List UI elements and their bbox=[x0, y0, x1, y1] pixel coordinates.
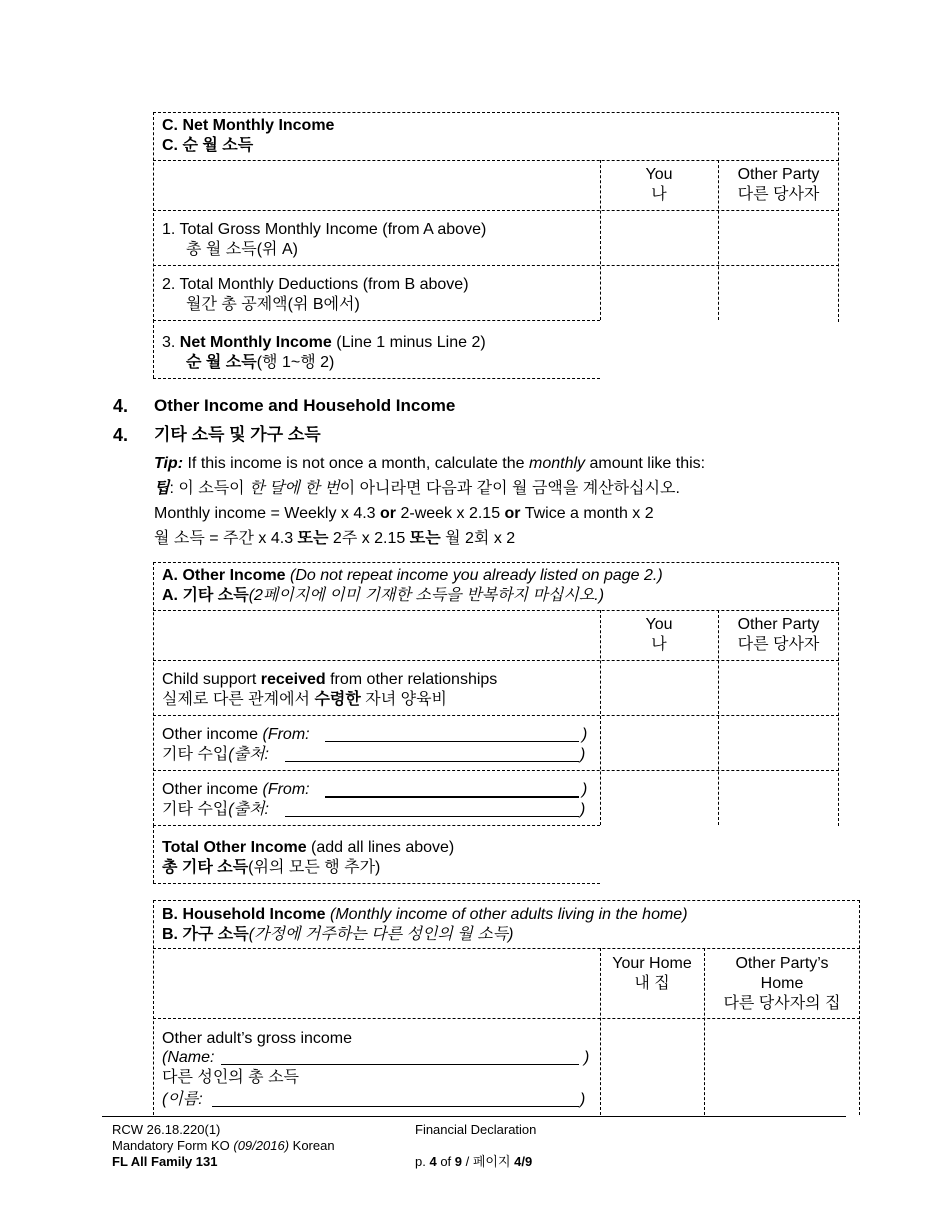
other-income-2-source-en-field[interactable] bbox=[325, 782, 579, 798]
line3-label-ko: 순 월 소득(행 1~행 2) bbox=[186, 354, 335, 371]
other-adult-income-label-ko: 다른 성인의 총 소득 bbox=[162, 1069, 299, 1086]
col-other-party-home-ko: 다른 당사자의 집 bbox=[723, 995, 841, 1012]
other-adult-income-label-en: Other adult’s gross income bbox=[162, 1030, 353, 1047]
line1-label-en: 1. Total Gross Monthly Income (from A above) bbox=[162, 221, 487, 238]
footer-form-id: FL All Family 131 bbox=[112, 1154, 218, 1169]
total-other-income-label-ko: 총 기타 소득(위의 모든 행 추가) bbox=[162, 859, 381, 876]
other-income-2-label-en: Other income (From: bbox=[162, 781, 310, 798]
col-you-ko: 나 bbox=[651, 636, 667, 653]
divider bbox=[153, 825, 154, 883]
other-income-1-other-party-field[interactable] bbox=[719, 716, 838, 770]
divider bbox=[153, 320, 154, 378]
child-support-label-ko: 실제로 다른 관계에서 수령한 자녀 양육비 bbox=[162, 691, 447, 708]
other-adult-name-ko-field[interactable] bbox=[212, 1092, 579, 1107]
formula-en: Monthly income = Weekly x 4.3 or 2-week x 2.15 or Twice a month x 2 bbox=[154, 505, 654, 522]
other-income-2-label-ko: 기타 수입(출처: bbox=[162, 801, 269, 818]
line1-you-field[interactable] bbox=[601, 211, 717, 265]
line2-label-en: 2. Total Monthly Deductions (from B above) bbox=[162, 276, 469, 293]
divider bbox=[153, 320, 600, 321]
section-number-en: 4. bbox=[113, 396, 129, 416]
other-income-2-you-field[interactable] bbox=[601, 771, 717, 825]
line1-other-party-field[interactable] bbox=[719, 211, 838, 265]
household-title-en: B. Household Income (Monthly income of other adults living in the home) bbox=[162, 906, 688, 923]
col-you-en: You bbox=[645, 616, 673, 633]
other-income-1-you-field[interactable] bbox=[601, 716, 717, 770]
net-monthly-title-ko: C. 순 월 소득 bbox=[162, 137, 254, 154]
other-income-2-source-ko-field[interactable] bbox=[285, 802, 579, 817]
total-other-income-label-en: Total Other Income (add all lines above) bbox=[162, 839, 455, 856]
footer-form: Mandatory Form KO (09/2016) Korean bbox=[112, 1138, 335, 1153]
child-support-you-field[interactable] bbox=[601, 661, 717, 715]
other-adult-other-party-home-field[interactable] bbox=[705, 1019, 859, 1114]
close-paren: ) bbox=[584, 1049, 590, 1066]
line1-label-ko: 총 월 소득(위 A) bbox=[186, 241, 298, 258]
line2-you-field[interactable] bbox=[601, 266, 717, 320]
line2-other-party-field[interactable] bbox=[719, 266, 838, 320]
col-other-party-home-en-2: Home bbox=[760, 975, 804, 992]
section-number-ko: 4. bbox=[113, 425, 129, 445]
col-your-home-ko: 내 집 bbox=[634, 975, 670, 992]
other-income-1-source-ko-field[interactable] bbox=[285, 747, 579, 762]
tip-en: Tip: If this income is not once a month, calculate the monthly amount like this: bbox=[154, 455, 706, 472]
footer-rcw: RCW 26.18.220(1) bbox=[112, 1122, 221, 1137]
col-other-party-en: Other Party bbox=[737, 616, 820, 633]
other-income-1-source-en-field[interactable] bbox=[325, 727, 579, 742]
line2-label-ko: 월간 총 공제액(위 B에서) bbox=[186, 296, 360, 313]
other-adult-your-home-field[interactable] bbox=[601, 1019, 703, 1114]
col-you-en: You bbox=[645, 166, 673, 183]
other-income-title-en: A. Other Income (Do not repeat income you already listed on page 2.) bbox=[162, 567, 663, 584]
household-title-ko: B. 가구 소득(가정에 거주하는 다른 성인의 월 소득) bbox=[162, 926, 514, 943]
close-paren: ) bbox=[580, 801, 586, 818]
footer-page-number: p. 4 of 9 / 페이지 4/9 bbox=[415, 1154, 533, 1169]
other-adult-name-en-field[interactable] bbox=[221, 1050, 579, 1065]
divider bbox=[153, 825, 600, 826]
close-paren: ) bbox=[582, 781, 588, 798]
other-income-1-label-en: Other income (From: bbox=[162, 726, 310, 743]
close-paren: ) bbox=[580, 746, 586, 763]
tip-ko: 팁: 이 소득이 한 달에 한 번이 아니라면 다음과 같이 월 금액을 계산하십시오. bbox=[154, 480, 680, 497]
close-paren: ) bbox=[582, 726, 588, 743]
divider bbox=[153, 610, 839, 611]
col-other-party-en: Other Party bbox=[737, 166, 820, 183]
close-paren: ) bbox=[580, 1091, 586, 1108]
footer-rule bbox=[102, 1116, 846, 1117]
other-income-1-label-ko: 기타 수입(출처: bbox=[162, 746, 269, 763]
footer-doc-title: Financial Declaration bbox=[415, 1122, 537, 1137]
section-title-ko: 기타 소득 및 가구 소득 bbox=[154, 425, 321, 444]
net-monthly-title-en: C. Net Monthly Income bbox=[162, 117, 335, 134]
col-you-ko: 나 bbox=[651, 186, 667, 203]
col-other-party-ko: 다른 당사자 bbox=[737, 186, 820, 203]
formula-ko: 월 소득 = 주간 x 4.3 또는 2주 x 2.15 또는 월 2회 x 2 bbox=[154, 530, 516, 547]
divider bbox=[153, 378, 600, 379]
name-label-ko: (이름: bbox=[162, 1091, 203, 1108]
col-other-party-ko: 다른 당사자 bbox=[737, 636, 820, 653]
col-other-party-home-en: Other Party’s bbox=[735, 955, 829, 972]
child-support-other-party-field[interactable] bbox=[719, 661, 838, 715]
section-title-en: Other Income and Household Income bbox=[154, 396, 456, 415]
col-your-home-en: Your Home bbox=[612, 955, 692, 972]
child-support-label-en: Child support received from other relationships bbox=[162, 671, 498, 688]
divider bbox=[153, 948, 860, 949]
divider bbox=[153, 160, 839, 161]
line3-label-en: 3. Net Monthly Income (Line 1 minus Line 2) bbox=[162, 334, 486, 351]
other-income-title-ko: A. 기타 소득(2페이지에 이미 기재한 소득을 반복하지 마십시오.) bbox=[162, 587, 605, 604]
divider bbox=[153, 883, 600, 884]
other-income-2-other-party-field[interactable] bbox=[719, 771, 838, 825]
name-label-en: (Name: bbox=[162, 1049, 215, 1066]
